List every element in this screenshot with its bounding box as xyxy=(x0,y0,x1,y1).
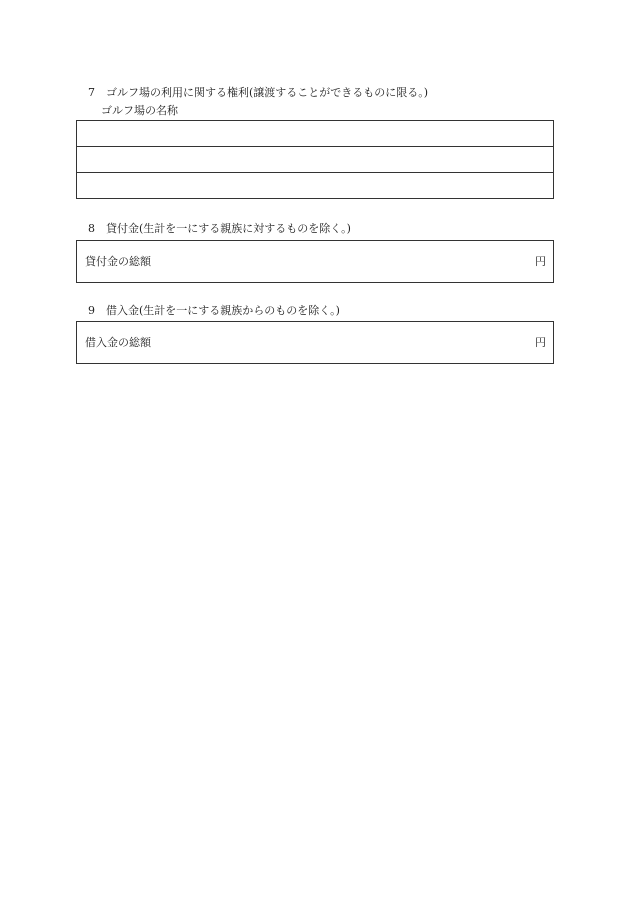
loans-payable-box[interactable] xyxy=(76,321,554,364)
section8-title: 貸付金(生計を一にする親族に対するものを除く。) xyxy=(106,222,351,235)
section7-heading xyxy=(88,86,428,100)
loans-payable-label: 借入金の総額 xyxy=(85,336,151,349)
golf-course-name-cell-3[interactable] xyxy=(77,173,554,199)
section7-title: ゴルフ場の利用に関する権利(譲渡することができるものに限る。) xyxy=(106,86,429,99)
section9-number: 9 xyxy=(88,304,95,317)
table-row xyxy=(77,173,554,199)
section9-title: 借入金(生計を一にする親族からのものを除く。) xyxy=(106,304,340,317)
table-row xyxy=(77,147,554,173)
golf-course-name-label: ゴルフ場の名称 xyxy=(101,104,178,117)
loans-payable-unit: 円 xyxy=(535,336,546,349)
section8-heading xyxy=(88,222,351,236)
section8-number: 8 xyxy=(88,222,95,235)
table-row xyxy=(77,121,554,147)
loans-receivable-box[interactable] xyxy=(76,240,554,283)
loans-receivable-label: 貸付金の総額 xyxy=(85,255,151,268)
section7-number: 7 xyxy=(88,86,95,99)
loans-receivable-unit: 円 xyxy=(535,255,546,268)
golf-course-name-table xyxy=(76,120,554,199)
golf-course-name-cell-2[interactable] xyxy=(77,147,554,173)
section9-heading xyxy=(88,304,340,318)
golf-course-name-cell-1[interactable] xyxy=(77,121,554,147)
